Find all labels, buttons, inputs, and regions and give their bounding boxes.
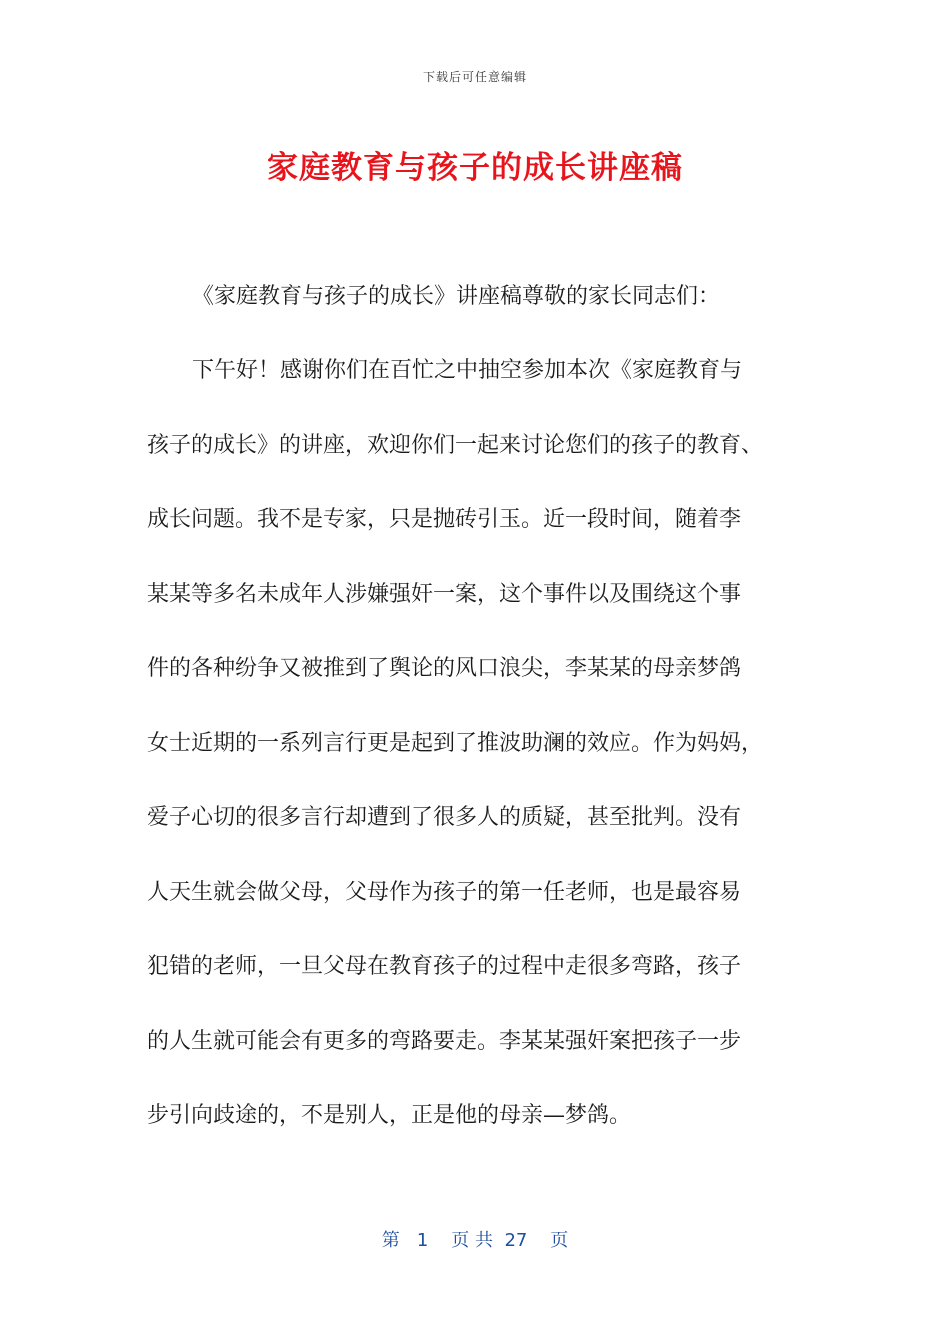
paragraph-line: 爱子心切的很多言行却遭到了很多人的质疑，甚至批判。没有	[147, 805, 742, 830]
page-footer	[0, 1226, 950, 1252]
paragraph-line: 孩子的成长》的讲座，欢迎你们一起来讨论您们的孩子的教育、	[147, 432, 764, 458]
paragraph-line: 人天生就会做父母，父母作为孩子的第一任老师，也是最容易	[147, 879, 742, 905]
paragraph-line: 成长问题。我不是专家，只是抛砖引玉。近一段时间，随着李	[147, 507, 742, 532]
document-title: 家庭教育与孩子的成长讲座稿	[267, 150, 683, 186]
footer-suffix: 页	[550, 1230, 569, 1251]
paragraph-line: 步引向歧途的，不是别人，正是他的母亲—梦鸽。	[147, 1103, 632, 1128]
paragraph-line: 女士近期的一系列言行更是起到了推波助澜的效应。作为妈妈，	[147, 730, 764, 756]
paragraph-line: 某某等多名未成年人涉嫌强奸一案，这个事件以及围绕这个事	[147, 581, 742, 607]
paragraph-line: 的人生就可能会有更多的弯路要走。李某某强奸案把孩子一步	[147, 1028, 742, 1054]
header-note: 下载后可任意编辑	[422, 70, 527, 84]
paragraph-line: 件的各种纷争又被推到了舆论的风口浪尖，李某某的母亲梦鸽	[147, 656, 742, 681]
body-paragraph	[147, 334, 827, 1154]
footer-prefix: 第	[381, 1230, 400, 1251]
salutation-paragraph	[147, 260, 827, 335]
paragraph-line: 犯错的老师，一旦父母在教育孩子的过程中走很多弯路，孩子	[147, 954, 742, 979]
total-pages-number: 27	[504, 1230, 528, 1251]
paragraph-line: 《家庭教育与孩子的成长》讲座稿尊敬的家长同志们：	[192, 284, 721, 309]
paragraph-line: 下午好！感谢你们在百忙之中抽空参加本次《家庭教育与	[192, 358, 743, 383]
footer-mid: 页 共	[451, 1230, 493, 1251]
current-page-number: 1	[416, 1230, 429, 1251]
